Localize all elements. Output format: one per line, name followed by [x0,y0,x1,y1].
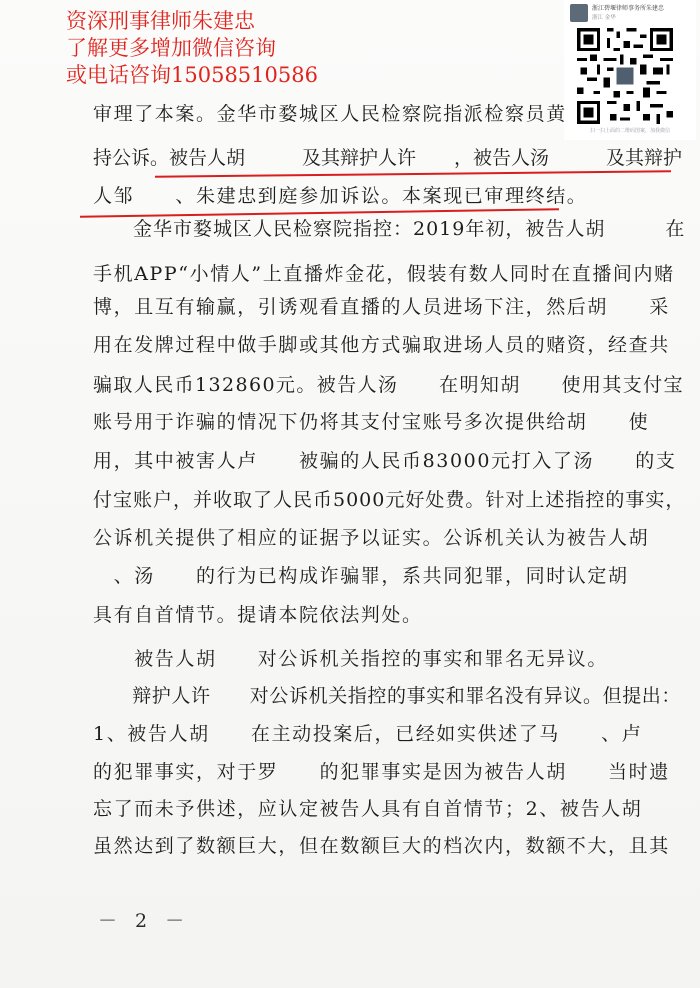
text-line: 的犯罪事实，对于罗 的犯罪事实是因为被告人胡 当时遗 [93,761,670,783]
watermark-line-1: 资深刑事律师朱建忠 [66,9,255,33]
text-line: 虽然达到了数额巨大，但在数额巨大的档次内，数额不大，且其 [93,835,670,857]
text-line: 用，其中被害人卢 被骗的人民币83000元打入了汤 的支 [93,450,677,472]
text-line: 博，且互有输赢，引诱观看直播的人员进场下注，然后胡 采 [93,296,670,318]
text-line: 被告人胡 对公诉机关指控的事实和罪名无异议。 [93,648,609,670]
text-line: 审理了本案。金华市婺城区人民检察院指派检察员黄 [93,103,567,125]
text-line: 人邹 、朱建忠到庭参加诉讼。本案现已审理终结。 [93,185,588,207]
text-line: 金华市婺城区人民检察院指控：2019年初，被告人胡 在 [93,218,686,240]
qr-card-caption: 扫一扫上面的二维码图案，加我微信 [589,128,670,134]
text-line: 用在发牌过程中做手脚或其他方式骗取进场人员的赌资，经查共 [93,334,670,356]
text-line: 付宝账户，并收取了人民币5000元好处费。针对上述指控的事实， [93,489,686,511]
watermark-line-2: 了解更多增加微信咨询 [66,36,276,60]
text-line: 账号用于诈骗的情况下仍将其支付宝账号多次提供给胡 使 [93,411,650,433]
text-line: 持公诉。被告人胡 及其辩护人许 ，被告人汤 及其辩护 [93,147,683,169]
text-line: 1、被告人胡 在主动投案后，已经如实供述了马 、卢 [93,723,643,745]
qr-card-region: 浙江 金华 [592,15,616,21]
text-line: 具有自首情节。提请本院依法判处。 [93,604,423,626]
text-line: 公诉机关提供了相应的证据予以证实。公诉机关认为被告人胡 [93,527,650,549]
text-line: 辩护人许 对公诉机关指控的事实和罪名没有异议。但提出： [93,685,682,707]
text-line: 忘了而未予供述，应认定被告人具有自首情节；2、被告人胡 [93,798,643,820]
watermark-line-3: 或电话咨询15058510586 [66,63,318,87]
text-line: 手机APP“小情人”上直播炸金花，假装有数人同时在直播间内赌 [93,263,675,285]
page-number: － 2 － [98,910,191,932]
text-line: 、汤 的行为已构成诈骗罪，系共同犯罪，同时认定胡 [93,565,629,587]
qr-card-name: 浙江碧堰律师事务所朱建忠 [592,5,665,12]
text-line: 骗取人民币132860元。被告人汤 在明知胡 使用其支付宝 [93,374,684,396]
